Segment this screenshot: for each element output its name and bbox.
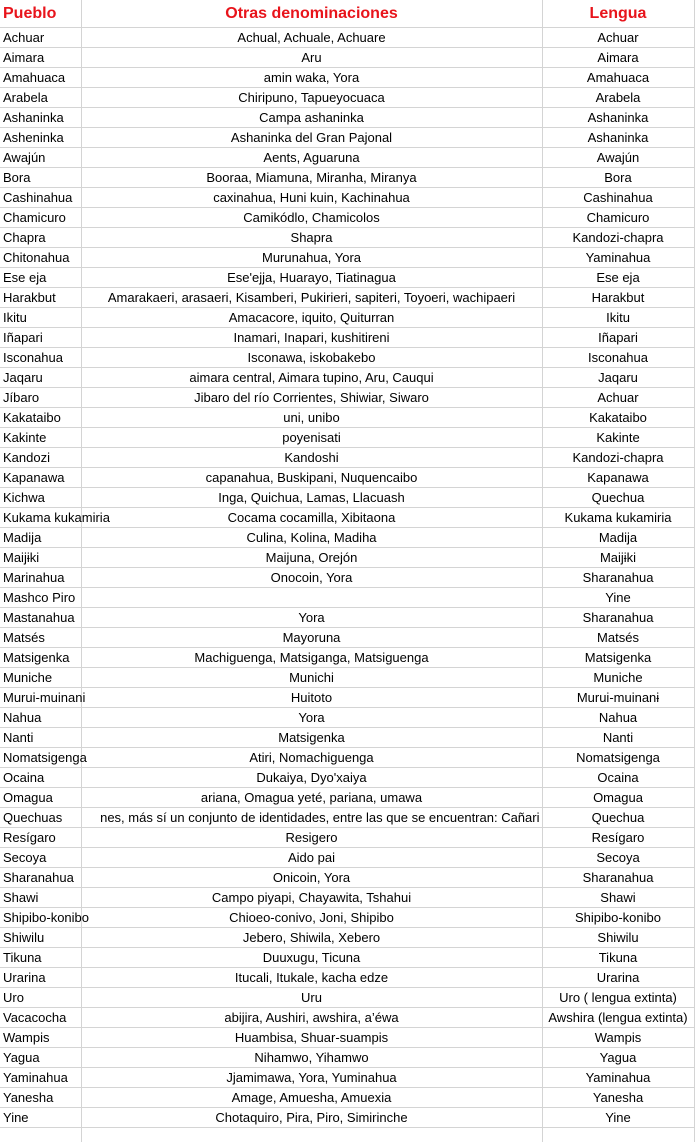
table-row xyxy=(0,208,694,228)
cell-lengua[interactable]: Shawi xyxy=(542,888,694,908)
cell-lengua[interactable]: Matsigenka xyxy=(542,648,694,668)
cell-otras-denominaciones[interactable]: Chioeo-conivo, Joni, Shipibo xyxy=(81,908,542,928)
table-row xyxy=(0,388,694,408)
table-row xyxy=(0,508,694,528)
header-cell-lengua[interactable]: Lengua xyxy=(542,0,694,28)
cell-pueblo[interactable]: Chitonahua xyxy=(0,248,81,268)
cell-pueblo[interactable]: Matsigenka xyxy=(0,648,81,668)
cell-lengua[interactable]: Ashaninka xyxy=(542,128,694,148)
cell-otras-denominaciones[interactable]: Amarakaeri, arasaeri, Kisamberi, Pukirieri, sapiteri, Toyoeri, wachipaeri xyxy=(81,288,542,308)
cell-pueblo[interactable]: Amahuaca xyxy=(0,68,81,88)
cell-lengua[interactable]: Jaqaru xyxy=(542,368,694,388)
table-row xyxy=(0,568,694,588)
table-row xyxy=(0,888,694,908)
header-cell-pueblo[interactable]: Pueblo xyxy=(0,0,81,28)
cell-pueblo[interactable]: Kukama kukamiria xyxy=(0,508,81,528)
cell-otras-denominaciones[interactable]: Onocoin, Yora xyxy=(81,568,542,588)
cell-otras-denominaciones[interactable]: Yora xyxy=(81,608,542,628)
cell-otras-denominaciones[interactable]: Onicoin, Yora xyxy=(81,868,542,888)
cell-otras-denominaciones[interactable]: Munichi xyxy=(81,668,542,688)
table-row xyxy=(0,648,694,668)
cell-otras-denominaciones[interactable]: Maijuna, Orejón xyxy=(81,548,542,568)
cell-lengua[interactable]: Ikitu xyxy=(542,308,694,328)
table-row xyxy=(0,1088,694,1108)
table-row xyxy=(0,108,694,128)
cell-otras-denominaciones[interactable]: Aents, Aguaruna xyxy=(81,148,542,168)
cell-lengua[interactable]: Achuar xyxy=(542,28,694,48)
cell-pueblo[interactable]: Ashaninka xyxy=(0,108,81,128)
table-row xyxy=(0,1068,694,1088)
table-row xyxy=(0,348,694,368)
cell-lengua[interactable]: Madija xyxy=(542,528,694,548)
cell-otras-denominaciones[interactable]: Itucali, Itukale, kacha edze xyxy=(81,968,542,988)
cell-pueblo[interactable]: Sharanahua xyxy=(0,868,81,888)
cell-lengua[interactable]: Nanti xyxy=(542,728,694,748)
cell-pueblo[interactable]: Shipibo-konibo xyxy=(0,908,81,928)
cell-pueblo[interactable]: Cashinahua xyxy=(0,188,81,208)
table-row xyxy=(0,668,694,688)
table-row xyxy=(0,868,694,888)
cell-pueblo[interactable]: Isconahua xyxy=(0,348,81,368)
cell-lengua[interactable]: Yaminahua xyxy=(542,1068,694,1088)
cell-lengua[interactable]: Ocaina xyxy=(542,768,694,788)
table-row xyxy=(0,188,694,208)
cell-pueblo[interactable]: Murui-muinani xyxy=(0,688,81,708)
table-row xyxy=(0,528,694,548)
cell-lengua[interactable]: Yaminahua xyxy=(542,248,694,268)
cell-pueblo[interactable]: Ikitu xyxy=(0,308,81,328)
cell-otras-denominaciones[interactable]: Achual, Achuale, Achuare xyxy=(81,28,542,48)
cell-otras-denominaciones[interactable]: Ese'ejja, Huarayo, Tiatinagua xyxy=(81,268,542,288)
cell-pueblo[interactable]: Asheninka xyxy=(0,128,81,148)
cell-otras-denominaciones[interactable]: Nihamwo, Yihamwo xyxy=(81,1048,542,1068)
cell-otras-denominaciones[interactable]: aimara central, Aimara tupino, Aru, Cauqui xyxy=(81,368,542,388)
cell-otras-denominaciones[interactable]: Shapra xyxy=(81,228,542,248)
cell-otras-denominaciones[interactable]: Aru xyxy=(81,48,542,68)
cell-lengua[interactable]: Sharanahua xyxy=(542,868,694,888)
cell-lengua[interactable]: Kapanawa xyxy=(542,468,694,488)
cell-pueblo[interactable]: Kandozi xyxy=(0,448,81,468)
cell-lengua[interactable]: Kakataibo xyxy=(542,408,694,428)
table-row xyxy=(0,828,694,848)
cell-otras-denominaciones[interactable]: Isconawa, iskobakebo xyxy=(81,348,542,368)
cell-pueblo[interactable]: Nomatsigenga xyxy=(0,748,81,768)
cell-pueblo[interactable]: Awajún xyxy=(0,148,81,168)
cell-lengua[interactable]: Awajún xyxy=(542,148,694,168)
cell-pueblo[interactable]: Aimara xyxy=(0,48,81,68)
cell-otras-denominaciones[interactable]: poyenisati xyxy=(81,428,542,448)
cell-lengua[interactable]: Ashaninka xyxy=(542,108,694,128)
cell-lengua[interactable]: Harakbut xyxy=(542,288,694,308)
cell-lengua[interactable]: Cashinahua xyxy=(542,188,694,208)
table-row xyxy=(0,708,694,728)
table-row xyxy=(0,908,694,928)
cell-lengua[interactable]: Kukama kukamiria xyxy=(542,508,694,528)
cell-pueblo[interactable]: Nanti xyxy=(0,728,81,748)
cell-pueblo[interactable]: Marinahua xyxy=(0,568,81,588)
cell-lengua[interactable]: Kandozi-chapra xyxy=(542,228,694,248)
cell-lengua[interactable]: Maijɨki xyxy=(542,548,694,568)
cell-lengua[interactable]: Arabela xyxy=(542,88,694,108)
table-row xyxy=(0,368,694,388)
cell-lengua[interactable]: Sharanahua xyxy=(542,608,694,628)
cell-otras-denominaciones[interactable]: nes, más sí un conjunto de identidades, entre las que se encuentran: Cañari xyxy=(81,808,542,828)
cell-pueblo[interactable]: Maijɨki xyxy=(0,548,81,568)
cell-pueblo[interactable]: Madija xyxy=(0,528,81,548)
empty-cell[interactable] xyxy=(542,1128,694,1142)
cell-otras-denominaciones[interactable]: Camikódlo, Chamicolos xyxy=(81,208,542,228)
cell-pueblo[interactable]: Wampis xyxy=(0,1028,81,1048)
table-row xyxy=(0,248,694,268)
cell-pueblo[interactable]: Iñapari xyxy=(0,328,81,348)
cell-pueblo[interactable]: Yanesha xyxy=(0,1088,81,1108)
table-row xyxy=(0,728,694,748)
cell-otras-denominaciones[interactable]: Matsigenka xyxy=(81,728,542,748)
cell-lengua[interactable]: Uro ( lengua extinta) xyxy=(542,988,694,1008)
cell-otras-denominaciones[interactable]: Chotaquiro, Pira, Piro, Simirinche xyxy=(81,1108,542,1128)
cell-lengua[interactable]: Omagua xyxy=(542,788,694,808)
table-row xyxy=(0,848,694,868)
table-row xyxy=(0,488,694,508)
cell-otras-denominaciones[interactable]: Amage, Amuesha, Amuexia xyxy=(81,1088,542,1108)
table-row xyxy=(0,788,694,808)
cell-pueblo[interactable]: Yine xyxy=(0,1108,81,1128)
cell-pueblo[interactable]: Muniche xyxy=(0,668,81,688)
table-row xyxy=(0,688,694,708)
cell-otras-denominaciones[interactable]: Inamari, Inapari, kushitireni xyxy=(81,328,542,348)
cell-lengua[interactable]: Wampis xyxy=(542,1028,694,1048)
table-row xyxy=(0,948,694,968)
cell-otras-denominaciones[interactable]: Inga, Quichua, Lamas, Llacuash xyxy=(81,488,542,508)
cell-otras-denominaciones[interactable]: Mayoruna xyxy=(81,628,542,648)
cell-lengua[interactable]: Muniche xyxy=(542,668,694,688)
cell-lengua[interactable]: Yine xyxy=(542,1108,694,1128)
cell-otras-denominaciones[interactable]: Kandoshi xyxy=(81,448,542,468)
table-row xyxy=(0,168,694,188)
cell-otras-denominaciones[interactable]: caxinahua, Huni kuin, Kachinahua xyxy=(81,188,542,208)
table-row xyxy=(0,228,694,248)
cell-pueblo[interactable]: Mastanahua xyxy=(0,608,81,628)
cell-pueblo[interactable]: Vacacocha xyxy=(0,1008,81,1028)
header-cell-otras-denominaciones[interactable]: Otras denominaciones xyxy=(81,0,542,28)
cell-otras-denominaciones[interactable]: Huitoto xyxy=(81,688,542,708)
cell-otras-denominaciones[interactable]: Campa ashaninka xyxy=(81,108,542,128)
cell-lengua[interactable]: Murui-muinanɨ xyxy=(542,688,694,708)
table-row xyxy=(0,148,694,168)
table-row xyxy=(0,28,694,48)
empty-cell[interactable] xyxy=(81,1128,542,1142)
cell-lengua[interactable]: Achuar xyxy=(542,388,694,408)
empty-row xyxy=(0,1128,694,1142)
cell-otras-denominaciones[interactable]: Ashaninka del Gran Pajonal xyxy=(81,128,542,148)
cell-otras-denominaciones[interactable]: ariana, Omagua yeté, pariana, umawa xyxy=(81,788,542,808)
cell-lengua[interactable]: Chamicuro xyxy=(542,208,694,228)
cell-lengua[interactable]: Tikuna xyxy=(542,948,694,968)
table-row xyxy=(0,608,694,628)
cell-lengua[interactable]: Kandozi-chapra xyxy=(542,448,694,468)
cell-lengua[interactable]: Shipibo-konibo xyxy=(542,908,694,928)
cell-otras-denominaciones[interactable]: Cocama cocamilla, Xibitaona xyxy=(81,508,542,528)
table-row xyxy=(0,448,694,468)
table-row xyxy=(0,468,694,488)
cell-pueblo[interactable]: Jíbaro xyxy=(0,388,81,408)
cell-pueblo[interactable]: Shawi xyxy=(0,888,81,908)
cell-otras-denominaciones[interactable]: capanahua, Buskipani, Nuquencaibo xyxy=(81,468,542,488)
cell-pueblo[interactable]: Achuar xyxy=(0,28,81,48)
cell-pueblo[interactable]: Ese eja xyxy=(0,268,81,288)
table-row xyxy=(0,628,694,648)
table-row xyxy=(0,1108,694,1128)
cell-pueblo[interactable]: Ocaina xyxy=(0,768,81,788)
table-row xyxy=(0,988,694,1008)
table-row xyxy=(0,328,694,348)
cell-otras-denominaciones[interactable]: Murunahua, Yora xyxy=(81,248,542,268)
cell-pueblo[interactable]: Yagua xyxy=(0,1048,81,1068)
cell-lengua[interactable]: Bora xyxy=(542,168,694,188)
cell-otras-denominaciones[interactable]: Jebero, Shiwila, Xebero xyxy=(81,928,542,948)
cell-pueblo[interactable]: Kapanawa xyxy=(0,468,81,488)
cell-otras-denominaciones[interactable]: amin waka, Yora xyxy=(81,68,542,88)
cell-otras-denominaciones[interactable]: Amacacore, iquito, Quiturran xyxy=(81,308,542,328)
cell-otras-denominaciones[interactable]: Yora xyxy=(81,708,542,728)
cell-lengua[interactable]: Urarina xyxy=(542,968,694,988)
cell-lengua[interactable]: Amahuaca xyxy=(542,68,694,88)
cell-lengua[interactable]: Awshira (lengua extinta) xyxy=(542,1008,694,1028)
cell-otras-denominaciones[interactable]: uni, unibo xyxy=(81,408,542,428)
cell-pueblo[interactable]: Urarina xyxy=(0,968,81,988)
cell-otras-denominaciones[interactable]: Atiri, Nomachiguenga xyxy=(81,748,542,768)
cell-lengua[interactable]: Sharanahua xyxy=(542,568,694,588)
cell-lengua[interactable]: Shiwilu xyxy=(542,928,694,948)
cell-lengua[interactable]: Quechua xyxy=(542,488,694,508)
cell-pueblo[interactable]: Jaqaru xyxy=(0,368,81,388)
cell-lengua[interactable]: Resígaro xyxy=(542,828,694,848)
cell-pueblo[interactable]: Nahua xyxy=(0,708,81,728)
cell-lengua[interactable]: Isconahua xyxy=(542,348,694,368)
cell-lengua[interactable]: Matsés xyxy=(542,628,694,648)
table-row xyxy=(0,768,694,788)
cell-otras-denominaciones[interactable]: Huambisa, Shuar-suampis xyxy=(81,1028,542,1048)
cell-pueblo[interactable]: Kakataibo xyxy=(0,408,81,428)
table-row xyxy=(0,1048,694,1068)
cell-otras-denominaciones[interactable]: abijira, Aushiri, awshira, a’éwa xyxy=(81,1008,542,1028)
cell-pueblo[interactable]: Quechuas xyxy=(0,808,81,828)
cell-pueblo[interactable]: Kakinte xyxy=(0,428,81,448)
cell-pueblo[interactable]: Tikuna xyxy=(0,948,81,968)
cell-pueblo[interactable]: Kichwa xyxy=(0,488,81,508)
cell-lengua[interactable]: Quechua xyxy=(542,808,694,828)
table-row xyxy=(0,1008,694,1028)
table-row xyxy=(0,88,694,108)
cell-pueblo[interactable]: Harakbut xyxy=(0,288,81,308)
cell-otras-denominaciones[interactable]: Campo piyapi, Chayawita, Tshahui xyxy=(81,888,542,908)
cell-pueblo[interactable]: Shiwilu xyxy=(0,928,81,948)
cell-pueblo[interactable]: Chapra xyxy=(0,228,81,248)
cell-lengua[interactable]: Yine xyxy=(542,588,694,608)
cell-lengua[interactable]: Nahua xyxy=(542,708,694,728)
table-row xyxy=(0,408,694,428)
cell-otras-denominaciones[interactable]: Jibaro del río Corrientes, Shiwiar, Siwaro xyxy=(81,388,542,408)
cell-otras-denominaciones[interactable]: Culina, Kolina, Madiha xyxy=(81,528,542,548)
cell-pueblo[interactable]: Bora xyxy=(0,168,81,188)
cell-lengua[interactable]: Ese eja xyxy=(542,268,694,288)
cell-otras-denominaciones[interactable]: Jjamimawa, Yora, Yuminahua xyxy=(81,1068,542,1088)
cell-lengua[interactable]: Kakinte xyxy=(542,428,694,448)
table-row xyxy=(0,288,694,308)
cell-otras-denominaciones[interactable]: Chiripuno, Tapueyocuaca xyxy=(81,88,542,108)
cell-lengua[interactable]: Nomatsigenga xyxy=(542,748,694,768)
cell-otras-denominaciones[interactable]: Machiguenga, Matsiganga, Matsiguenga xyxy=(81,648,542,668)
cell-otras-denominaciones[interactable]: Uru xyxy=(81,988,542,1008)
cell-otras-denominaciones[interactable]: Dukaiya, Dyo'xaiya xyxy=(81,768,542,788)
table-row xyxy=(0,808,694,828)
cell-pueblo[interactable]: Omagua xyxy=(0,788,81,808)
cell-lengua[interactable]: Iñapari xyxy=(542,328,694,348)
cell-pueblo[interactable]: Yaminahua xyxy=(0,1068,81,1088)
table-row xyxy=(0,428,694,448)
table-row xyxy=(0,68,694,88)
table-row xyxy=(0,268,694,288)
cell-otras-denominaciones[interactable]: Aido pai xyxy=(81,848,542,868)
table-row xyxy=(0,308,694,328)
table-row xyxy=(0,588,694,608)
table-row xyxy=(0,548,694,568)
cell-lengua[interactable]: Yanesha xyxy=(542,1088,694,1108)
cell-otras-denominaciones[interactable]: Duuxugu, Ticuna xyxy=(81,948,542,968)
cell-pueblo[interactable]: Arabela xyxy=(0,88,81,108)
table-row xyxy=(0,928,694,948)
cell-pueblo[interactable]: Chamicuro xyxy=(0,208,81,228)
table-row xyxy=(0,968,694,988)
cell-otras-denominaciones[interactable]: Resigero xyxy=(81,828,542,848)
header-row xyxy=(0,0,694,28)
table-row xyxy=(0,1028,694,1048)
cell-lengua[interactable]: Yagua xyxy=(542,1048,694,1068)
cell-otras-denominaciones[interactable] xyxy=(81,588,542,608)
table-row xyxy=(0,128,694,148)
cell-pueblo[interactable]: Secoya xyxy=(0,848,81,868)
cell-lengua[interactable]: Secoya xyxy=(542,848,694,868)
table-row xyxy=(0,48,694,68)
cell-lengua[interactable]: Aimara xyxy=(542,48,694,68)
table-row xyxy=(0,748,694,768)
cell-pueblo[interactable]: Resígaro xyxy=(0,828,81,848)
cell-pueblo[interactable]: Uro xyxy=(0,988,81,1008)
cell-otras-denominaciones[interactable]: Booraa, Miamuna, Miranha, Miranya xyxy=(81,168,542,188)
cell-pueblo[interactable]: Mashco Piro xyxy=(0,588,81,608)
empty-cell[interactable] xyxy=(0,1128,81,1142)
cell-pueblo[interactable]: Matsés xyxy=(0,628,81,648)
